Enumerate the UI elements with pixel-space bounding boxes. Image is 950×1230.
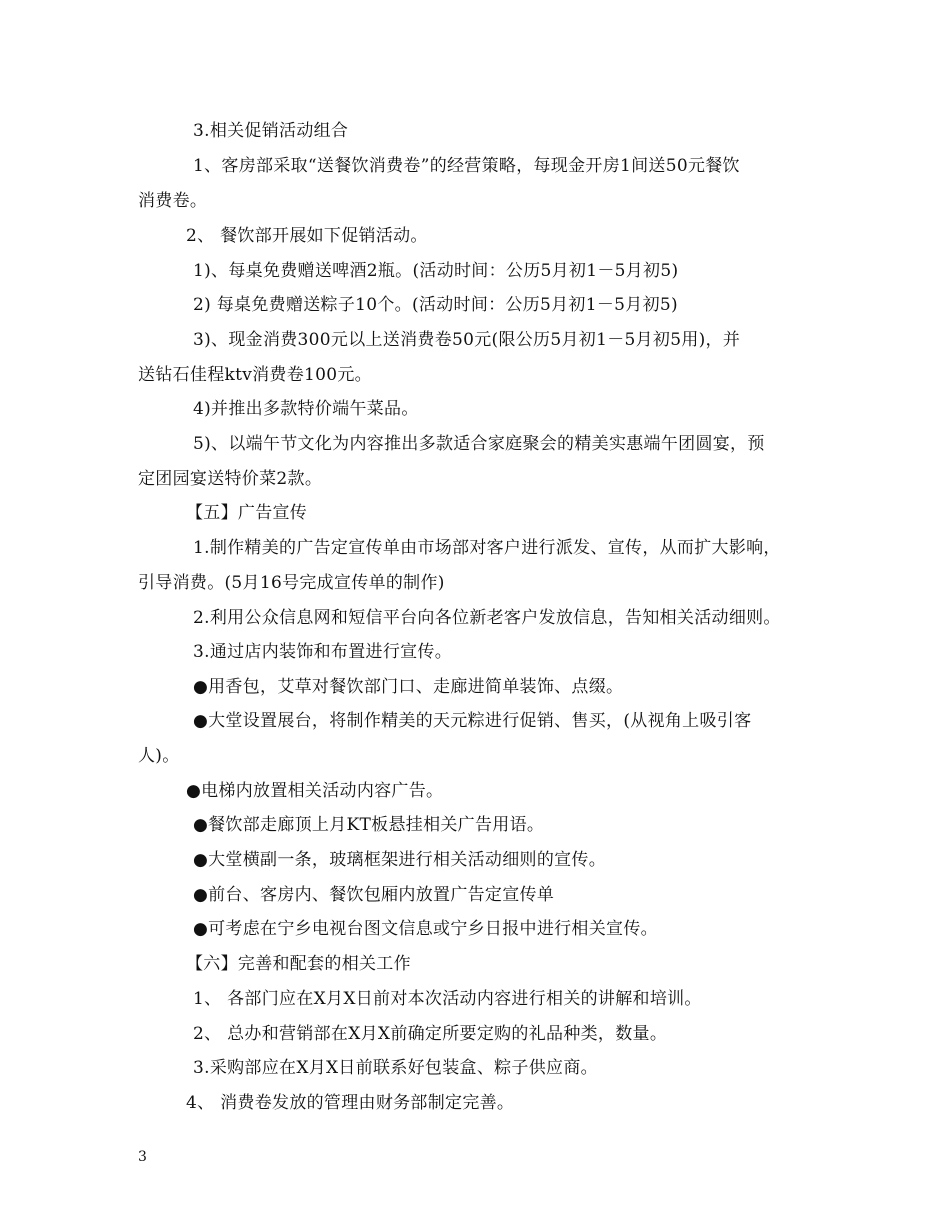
- text-line-26: 1、 各部门应在X月X日前对本次活动内容进行相关的讲解和培训。: [193, 989, 702, 1009]
- bullet-item-5: ●大堂横副一条，玻璃框架进行相关活动细则的宣传。: [193, 850, 607, 870]
- bullet-item-7: ●可考虑在宁乡电视台图文信息或宁乡日报中进行相关宣传。: [193, 919, 658, 939]
- text-line-29: 4、 消费卷发放的管理由财务部制定完善。: [186, 1093, 515, 1113]
- bullet-item-6: ●前台、客房内、餐饮包厢内放置广告定宣传单: [193, 885, 555, 905]
- text-line-27: 2、 总办和营销部在X月X前确定所要定购的礼品种类，数量。: [193, 1024, 668, 1044]
- text-line-4: 2、 餐饮部开展如下促销活动。: [186, 226, 428, 246]
- text-line-15: 2.利用公众信息网和短信平台向各位新老客户发放信息，告知相关活动细则。: [193, 608, 781, 628]
- text-line-16: 3.通过店内装饰和布置进行宣传。: [193, 642, 453, 662]
- text-line-28: 3.采购部应在X月X日前联系好包装盒、粽子供应商。: [193, 1058, 598, 1078]
- bullet-item-4: ●餐饮部走廊顶上月KT板悬挂相关广告用语。: [193, 815, 545, 835]
- text-line-14: 引导消费。(5月16号完成宣传单的制作): [138, 573, 445, 593]
- section-heading-five: 【五】广告宣传: [186, 503, 308, 523]
- text-line-8: 送钻石佳程ktv消费卷100元。: [138, 365, 372, 385]
- text-line-3: 消费卷。: [138, 191, 208, 211]
- text-line-6: 2) 每桌免费赠送粽子10个。(活动时间：公历5月初1－5月初5): [193, 295, 678, 315]
- text-line-10: 5)、以端午节文化为内容推出多款适合家庭聚会的精美实惠端午团圆宴，预: [193, 434, 765, 454]
- text-line-19: 人)。: [138, 746, 180, 766]
- text-line-2: 1、客房部采取“送餐饮消费卷”的经营策略，每现金开房1间送50元餐饮: [193, 156, 740, 176]
- bullet-item-2: ●大堂设置展台，将制作精美的天元粽进行促销、售买，(从视角上吸引客: [193, 711, 752, 731]
- bullet-item-3: ●电梯内放置相关活动内容广告。: [186, 781, 444, 801]
- text-line-5: 1)、每桌免费赠送啤酒2瓶。(活动时间：公历5月初1－5月初5): [193, 261, 679, 281]
- text-line-9: 4)并推出多款特价端午菜品。: [193, 399, 419, 419]
- text-line-7: 3)、现金消费300元以上送消费卷50元(限公历5月初1－5月初5用)，并: [193, 330, 741, 350]
- text-line-13: 1.制作精美的广告定宣传单由市场部对客户进行派发、宣传，从而扩大影响，: [193, 538, 781, 558]
- text-line-11: 定团园宴送特价菜2款。: [138, 469, 323, 489]
- page-number: 3: [138, 1149, 147, 1165]
- section-heading-six: 【六】完善和配套的相关工作: [186, 954, 411, 974]
- text-line-1: 3.相关促销活动组合: [193, 121, 349, 141]
- bullet-item-1: ●用香包，艾草对餐饮部门口、走廊进简单装饰、点缀。: [193, 677, 624, 697]
